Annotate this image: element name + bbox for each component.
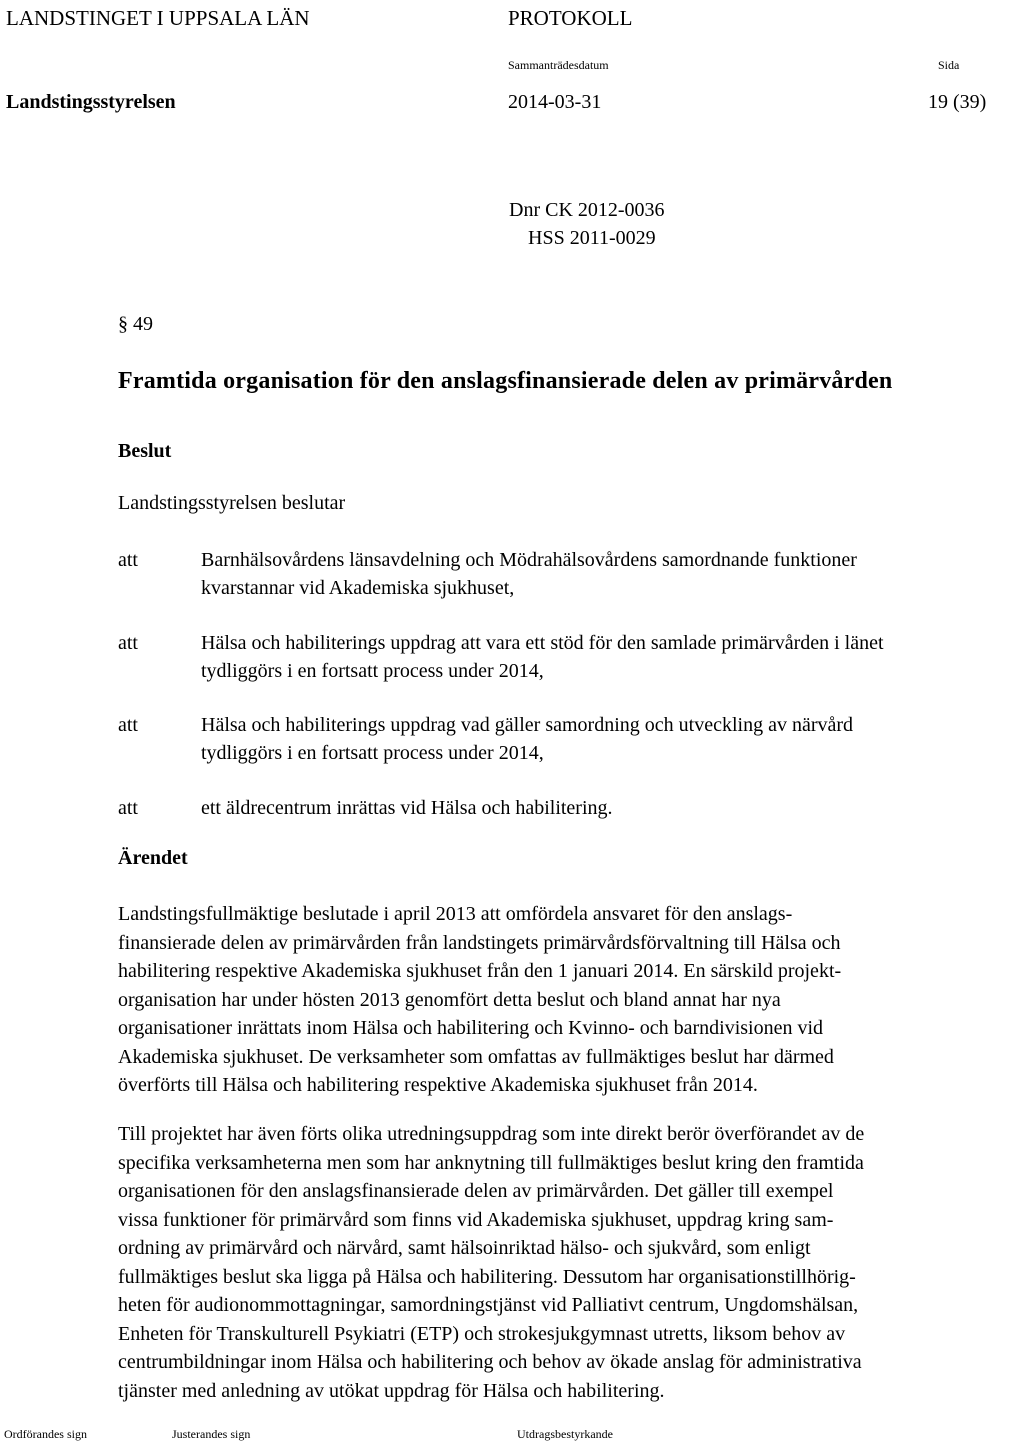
dnr-number: Dnr CK 2012-0036 [509,199,665,221]
board-name: Landstingsstyrelsen [6,91,176,113]
certified-extract-label: Utdragsbestyrkande [517,1427,613,1441]
body-line: Enheten för Transkulturell Psykiatri (ETP) och strokesjukgymnast utretts, liksom behov av [118,1322,846,1345]
body-line: överförts till Hälsa och habilitering respektive Akademiska sjukhuset från 2014. [118,1074,758,1096]
body-line: finansierade delen av primärvården från landstingets primärvårdsförvaltning till Hälsa och [118,931,841,954]
body-line: habilitering respektive Akademiska sjukhuset från den 1 januari 2014. En särskild projekt- [118,960,842,982]
att-prefix: att [118,549,138,571]
body-line: organisationer inrättats inom Hälsa och habilitering och Kvinno- och barndivisionen vid [118,1017,824,1039]
document-type: PROTOKOLL [508,6,633,30]
decision-text [201,711,1021,767]
decision-line: kvarstannar vid Akademiska sjukhuset, [201,577,515,599]
decision-intro: Landstingsstyrelsen beslutar [118,492,346,514]
decision-line: ett äldrecentrum inrättas vid Hälsa och habilitering. [201,797,613,819]
body-line: ordning av primärvård och närvård, samt hälsoinriktad hälso- och sjukvård, som enligt [118,1237,811,1259]
att-prefix: att [118,714,138,736]
decision-heading: Beslut [118,440,172,462]
paragraph-number: § 49 [118,313,153,335]
adjuster-signature-label: Justerandes sign [172,1427,251,1441]
section-title: Framtida organisation för den anslagsfinansierade delen av primärvården [118,368,893,394]
body-line: vissa funktioner för primärvård som finns vid Akademiska sjukhuset, uppdrag kring sam- [118,1208,834,1231]
body-line: fullmäktiges beslut ska ligga på Hälsa och habilitering. Dessutom har organisationstillhörig- [118,1265,856,1288]
body-line: Landstingsfullmäktige beslutade i april 2013 att omfördela ansvaret för den anslags- [118,903,793,925]
decision-text [201,546,1021,602]
att-prefix: att [118,632,138,654]
meeting-date-label: Sammanträdesdatum [508,58,609,72]
body-line: Akademiska sjukhuset. De verksamheter som omfattas av fullmäktiges beslut har därmed [118,1045,834,1068]
body-paragraph [118,900,841,1100]
decision-line: Hälsa och habiliterings uppdrag att vara ett stöd för den samlade primärvården i länet [201,632,884,654]
body-line: specifika verksamheterna men som har anknytning till fullmäktiges beslut kring den framtida [118,1151,864,1174]
chair-signature-label: Ordförandes sign [4,1427,87,1441]
organization-name: LANDSTINGET I UPPSALA LÄN [6,6,310,30]
body-line: organisationen för den anslagsfinansierade delen av primärvården. Det gäller till exempel [118,1180,834,1202]
page-label: Sida [938,58,960,72]
body-line: heten för audionommottagningar, samordningstjänst vid Palliativt centrum, Ungdomshälsan, [118,1294,859,1316]
body-line: Till projektet har även förts olika utredningsuppdrag som inte direkt berör överförandet av de [118,1123,865,1145]
decision-text [201,794,1021,822]
decision-line: tydliggörs i en fortsatt process under 2014, [201,660,544,682]
meeting-date: 2014-03-31 [508,91,602,113]
body-line: centrumbildningar inom Hälsa och habilitering och behov av ökade anslag för administrativa [118,1351,862,1373]
decision-line: tydliggörs i en fortsatt process under 2014, [201,742,544,764]
page-number: 19 (39) [928,91,987,113]
decision-line: Barnhälsovårdens länsavdelning och Mödrahälsovårdens samordnande funktioner [201,549,857,571]
body-paragraph [118,1120,864,1405]
matter-heading: Ärendet [118,847,188,869]
hss-number: HSS 2011-0029 [528,227,656,249]
body-line: organisation har under hösten 2013 genomfört detta beslut och bland annat har nya [118,988,781,1011]
decision-text [201,629,1021,685]
att-prefix: att [118,797,138,819]
body-line: tjänster med anledning av utökat uppdrag för Hälsa och habilitering. [118,1379,665,1402]
decision-line: Hälsa och habiliterings uppdrag vad gäller samordning och utveckling av närvård [201,714,854,736]
